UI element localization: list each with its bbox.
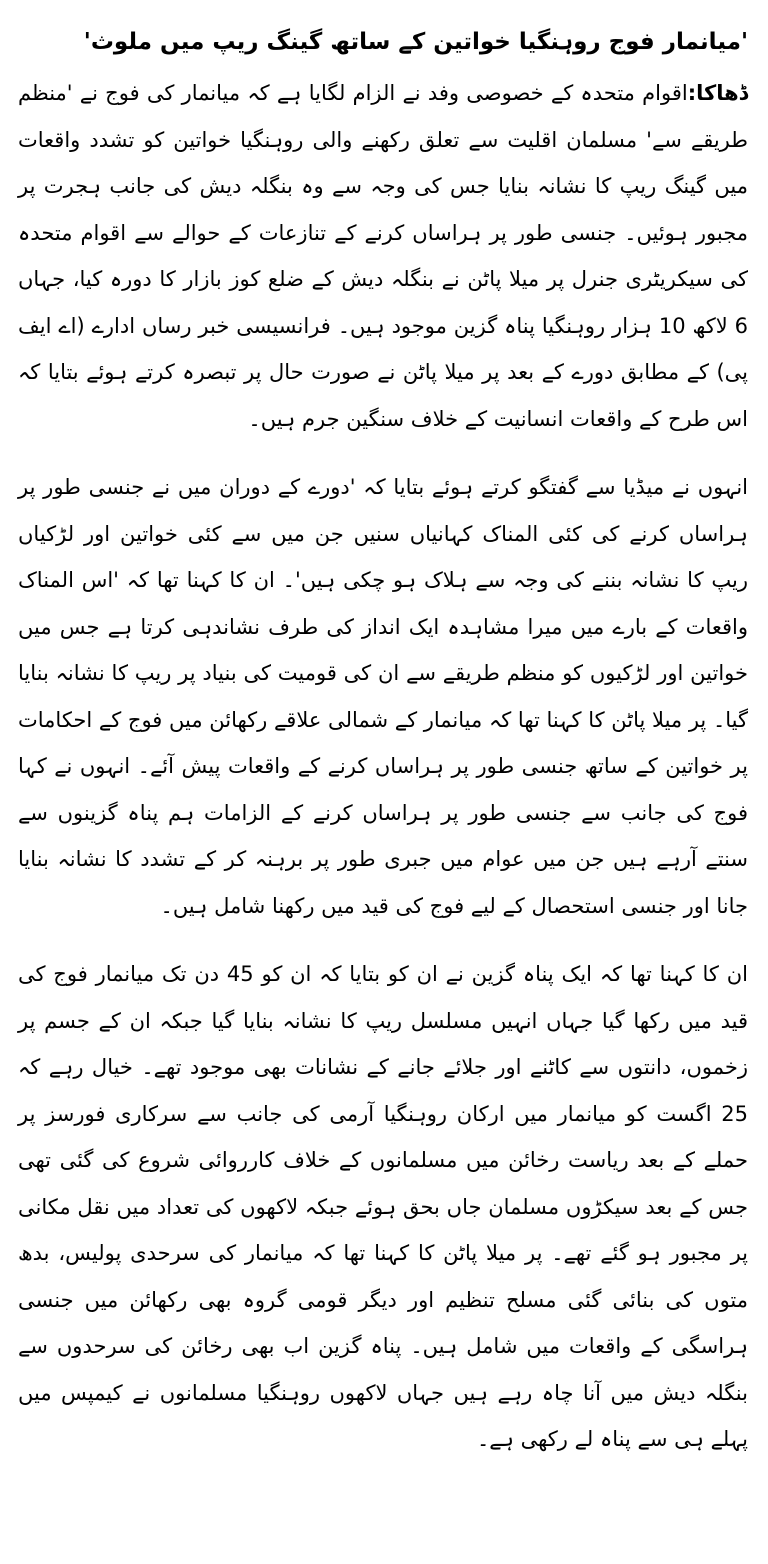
- article-headline: 'میانمار فوج روہنگیا خواتین کے ساتھ گینگ ریپ میں ملوث': [83, 29, 748, 55]
- article-dateline: ڈھاکا:: [687, 81, 748, 105]
- news-article: [18, 20, 748, 1485]
- article-paragraph-1-text: اقوام متحدہ کے خصوصی وفد نے الزام لگایا ہے کہ میانمار کی فوج نے 'منظم طریقے سے' مسلمان اقلیت سے تعلق رکھنے والی روہنگیا خواتین کو تشدد واقعات میں گینگ ریپ کا نشانہ بنایا جس کی وجہ سے وہ بنگلہ دیش کی جانب ہجرت پر مجبور ہوئیں۔ جنسی طور پر ہراساں کرنے کے تنازعات کے حوالے سے اقوام متحدہ کی سیکریٹری جنرل پر میلا پاٹن نے بنگلہ دیش کے ضلع کوز بازار کا دورہ کیا، جہاں 6 لاکھ 10 ہزار روہنگیا پناہ گزین موجود ہیں۔ فرانسیسی خبر رساں ادارے (اے ایف پی) کے مطابق دورے کے بعد پر میلا پاٹن نے صورت حال پر تبصرہ کرتے ہوئے بتایا کہ اس طرح کے واقعات انسانیت کے خلاف سنگین جرم ہیں۔: [18, 81, 748, 431]
- article-paragraph-1: [18, 70, 748, 442]
- article-paragraph-2: انہوں نے میڈیا سے گفتگو کرتے ہوئے بتایا کہ 'دورے کے دوران میں نے جنسی طور پر ہراساں کرنے کی کئی المناک کہانیاں سنیں جن میں سے کئی خواتین اور لڑکیاں ریپ کا نشانہ بننے کی وجہ سے ہلاک ہو چکی ہیں'۔ ان کا کہنا تھا کہ 'اس المناک واقعات کے بارے میں میرا مشاہدہ ایک انداز کی طرف نشاندہی کرتا ہے جس میں خواتین اور لڑکیوں کو منظم طریقے سے ان کی قومیت کی بنیاد پر ریپ کا نشانہ بنایا گیا۔ پر میلا پاٹن کا کہنا تھا کہ میانمار کے شمالی علاقے رکھائن میں فوج کے احکامات پر خواتین کے ساتھ جنسی طور پر ہراساں کرنے کے واقعات پیش آئے۔ انہوں نے کہا فوج کی جانب سے جنسی طور پر ہراساں کرنے کے الزامات ہم پناہ گزینوں سے سنتے آرہے ہیں جن میں عوام میں جبری طور پر برہنہ کر کے تشدد کا نشانہ بنایا جانا اور جنسی استحصال کے لیے فوج کی قید میں رکھنا شامل ہیں۔: [18, 475, 748, 918]
- article-paragraph-3: ان کا کہنا تھا کہ ایک پناہ گزین نے ان کو بتایا کہ ان کو 45 دن تک میانمار فوج کی قید میں رکھا گیا جہاں انہیں مسلسل ریپ کا نشانہ بنایا گیا جبکہ ان کے جسم پر زخموں، دانتوں سے کاٹنے اور جلائے جانے کے نشانات بھی موجود تھے۔ خیال رہے کہ 25 اگست کو میانمار میں ارکان روہنگیا آرمی کی جانب سے سرکاری فورسز پر حملے کے بعد ریاست رخائن میں مسلمانوں کے خلاف کارروائی شروع کی گئی تھی جس کے بعد سیکڑوں مسلمان جاں بحق ہوئے جبکہ لاکھوں کی تعداد میں نقل مکانی پر مجبور ہو گئے تھے۔ پر میلا پاٹن کا کہنا تھا کہ میانمار کی سرحدی پولیس، بدھ متوں کی بنائی گئی مسلح تنظیم اور دیگر قومی گروہ بھی رکھائن میں جنسی ہراسگی کے واقعات میں شامل ہیں۔ پناہ گزین اب بھی رخائن کی سرحدوں سے بنگلہ دیش میں آنا چاہ رہے ہیں جہاں لاکھوں روہنگیا مسلمانوں نے کیمپس میں پہلے ہی سے پناہ لے رکھی ہے۔: [18, 962, 748, 1451]
